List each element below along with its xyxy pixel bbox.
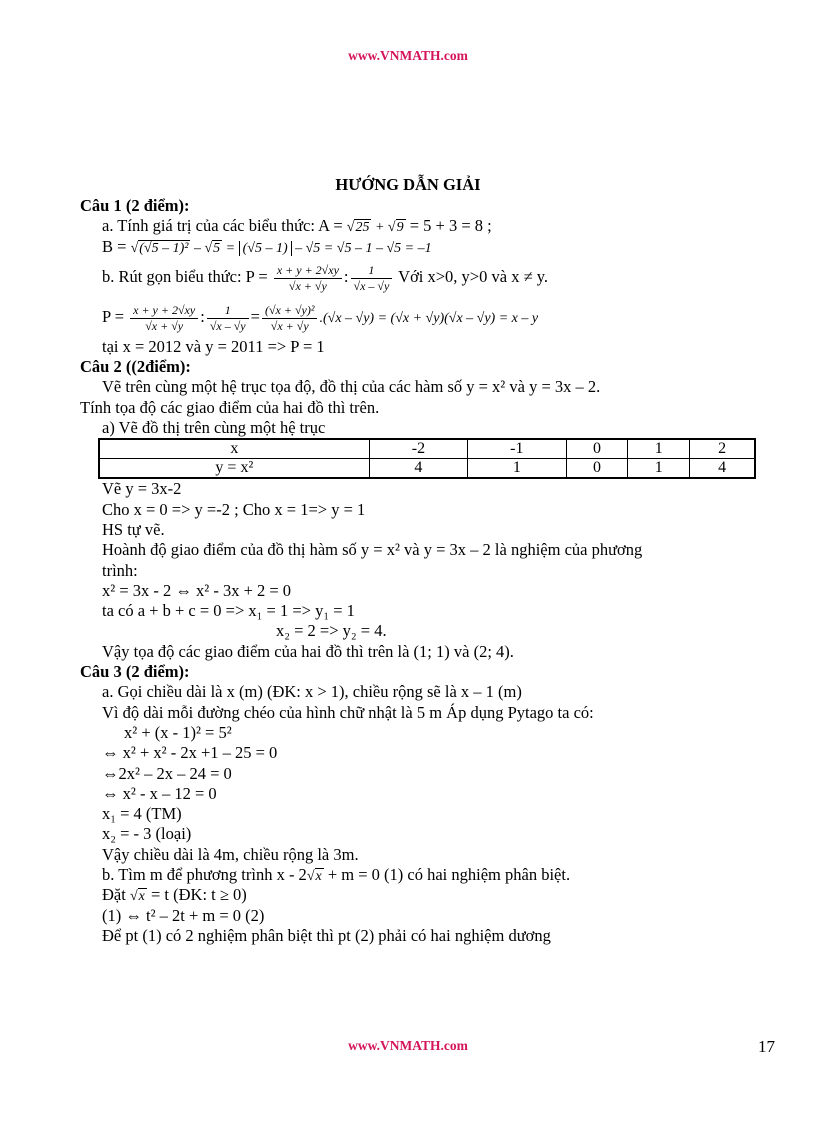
table-row <box>99 439 755 459</box>
q2-heading: Câu 2 ((2điểm): <box>80 357 191 377</box>
table-header-y: y = x² <box>99 459 369 479</box>
q3-condition: Để pt (1) có 2 nghiệm phân biệt thì pt (2) phải có hai nghiệm dương <box>102 925 551 945</box>
q1-part-a <box>80 216 760 236</box>
page-number: 17 <box>758 1037 775 1056</box>
p-deriv-fraction-1: $\frac{x + y + 2√xy}{√x + √y}$ <box>130 303 198 334</box>
q3-set-sqrt: √x <box>129 889 145 905</box>
table-cell: 1 <box>628 439 690 459</box>
table-cell: -2 <box>369 439 467 459</box>
p-deriv-tail: .(√x – √y) = (√x + √y)(√x – √y) = x – y <box>319 310 539 326</box>
table-cell: 0 <box>566 439 628 459</box>
q3-set-suffix: = t (ĐK: t ≥ 0) <box>146 885 247 905</box>
table-cell: 1 <box>468 459 566 479</box>
table-cell: 4 <box>690 459 755 479</box>
q1-a-prefix: a. Tính giá trị của các biểu thức: A = <box>102 216 347 236</box>
q3-conclusion: Vậy chiều dài là 4m, chiều rộng là 3m. <box>102 844 359 864</box>
q2-line2: Tính tọa độ các giao điểm của hai đồ thì trên. <box>80 397 380 417</box>
q3-set-prefix: Đặt <box>102 885 130 905</box>
q3-part-b <box>80 865 760 885</box>
q1-part-b: b. Rút gọn biểu thức: P = $\frac{x + y + 2√xy}{√x + √y}$ : $\frac{1}{√x - √y}$ Với x>0, y>0 và x ≠ y. <box>102 262 549 293</box>
q2-draw-line: Vẽ y = 3x-2 <box>102 479 182 499</box>
q2-line1: Vẽ trên cùng một hệ trục tọa độ, đồ thị của các hàm số y = x² và y = 3x – 2. <box>102 377 601 397</box>
q1-p-label: P = <box>102 306 129 326</box>
table-cell: 0 <box>566 459 628 479</box>
q3-pytago: Vì độ dài mỗi đường chéo của hình chữ nhật là 5 m Áp dụng Pytago ta có: <box>102 702 594 722</box>
q2-a-label: a) Vẽ đồ thị trên cùng một hệ trục <box>102 418 326 438</box>
q3-set <box>80 885 760 905</box>
table-row <box>99 459 755 479</box>
table-cell: 4 <box>369 459 467 479</box>
q2-self-draw: HS tự vẽ. <box>102 519 165 539</box>
q3-eq1: x² + (x - 1)² = 5² <box>124 722 232 742</box>
q1-a-result: = 5 + 3 = 8 ; <box>405 216 492 236</box>
q2-points: Cho x = 0 => y =-2 ; Cho x = 1=> y = 1 <box>102 499 366 519</box>
q3-eq4: ⇔ x² - x – 12 = 0 <box>102 783 217 803</box>
q3-heading: Câu 3 (2 điểm): <box>80 662 190 682</box>
q2-solution-1: ta có a + b + c = 0 => x₁ = 1 => y₁ = 1 <box>102 601 355 621</box>
q1-b-label: B = <box>102 236 131 256</box>
q3-eq2: ⇔ x² + x² - 2x +1 – 25 = 0 <box>102 743 278 763</box>
q2-conclusion: Vậy tọa độ các giao điểm của hai đồ thì trên là (1; 1) và (2; 4). <box>102 641 514 661</box>
p-fraction-2: $\frac{1}{√x - √y}$ <box>351 263 393 294</box>
q2-solution-2: x₂ = 2 => y₂ = 4. <box>276 621 387 641</box>
p-deriv-fraction-2: $\frac{1}{√x - √y}$ <box>207 303 249 334</box>
footer-site-link[interactable]: www.VNMATH.com <box>348 1038 468 1053</box>
q1-heading: Câu 1 (2 điểm): <box>80 196 190 215</box>
q3-b-suffix: + m = 0 (1) có hai nghiệm phân biệt. <box>323 865 571 885</box>
q3-b-prefix: b. Tìm m để phương trình x - 2 <box>102 865 307 885</box>
q2-equation: x² = 3x - 2 ⇔ x² - 3x + 2 = 0 <box>102 580 292 600</box>
table-cell: 1 <box>628 459 690 479</box>
q3-root1: x₁ = 4 (TM) <box>102 804 182 824</box>
table-cell: 2 <box>690 439 755 459</box>
q1-b-expression: √(√5 – 1)² – √5 = (√5 – 1) – √5 = √5 – 1 – √5 = –1 <box>130 240 432 256</box>
q1-conclusion: tại x = 2012 và y = 2011 => P = 1 <box>102 336 325 356</box>
q3-part-a: a. Gọi chiều dài là x (m) (ĐK: x > 1), chiều rộng sẽ là x – 1 (m) <box>102 682 522 702</box>
q2-intersect-1: Hoành độ giao điểm của đồ thị hàm số y = x² và y = 3x – 2 là nghiệm của phương <box>102 540 643 560</box>
q3-b-sqrt: √x <box>306 869 322 885</box>
q3-eq-t: (1) ⇔ t² – 2t + m = 0 (2) <box>102 905 265 925</box>
q1-b-line <box>80 237 760 257</box>
q3-eq3: ⇔2x² – 2x – 24 = 0 <box>102 763 232 783</box>
value-table <box>98 438 756 479</box>
p-fraction-1: $\frac{x + y + 2√xy}{√x + √y}$ <box>274 263 342 294</box>
q1-b2-prefix: b. Rút gọn biểu thức: P = <box>102 266 272 286</box>
q1-b2-condition: Với x>0, y>0 và x ≠ y. <box>394 266 549 286</box>
q1-p-derivation: P = $\frac{x + y + 2√xy}{√x + √y}$ : $\frac{1}{√x - √y}$ = $\frac{\text{(√x + √y)²}}{√x + √y}$ .(√x – √y) = (√x + √y)(√x – √y) = x – y <box>102 302 539 333</box>
solution-content <box>80 196 760 946</box>
header-site-link[interactable]: www.VNMATH.com <box>348 48 468 63</box>
p-deriv-fraction-3: $\frac{\text{(√x + √y)²}}{√x + √y}$ <box>262 303 318 334</box>
q1-a-expression: √25 + √9 <box>346 220 404 236</box>
table-header-x: x <box>99 439 369 459</box>
q2-intersect-2: trình: <box>102 560 138 580</box>
page-title: HƯỚNG DẪN GIẢI <box>335 175 481 194</box>
q3-root2: x₂ = - 3 (loại) <box>102 824 192 844</box>
table-cell: -1 <box>468 439 566 459</box>
